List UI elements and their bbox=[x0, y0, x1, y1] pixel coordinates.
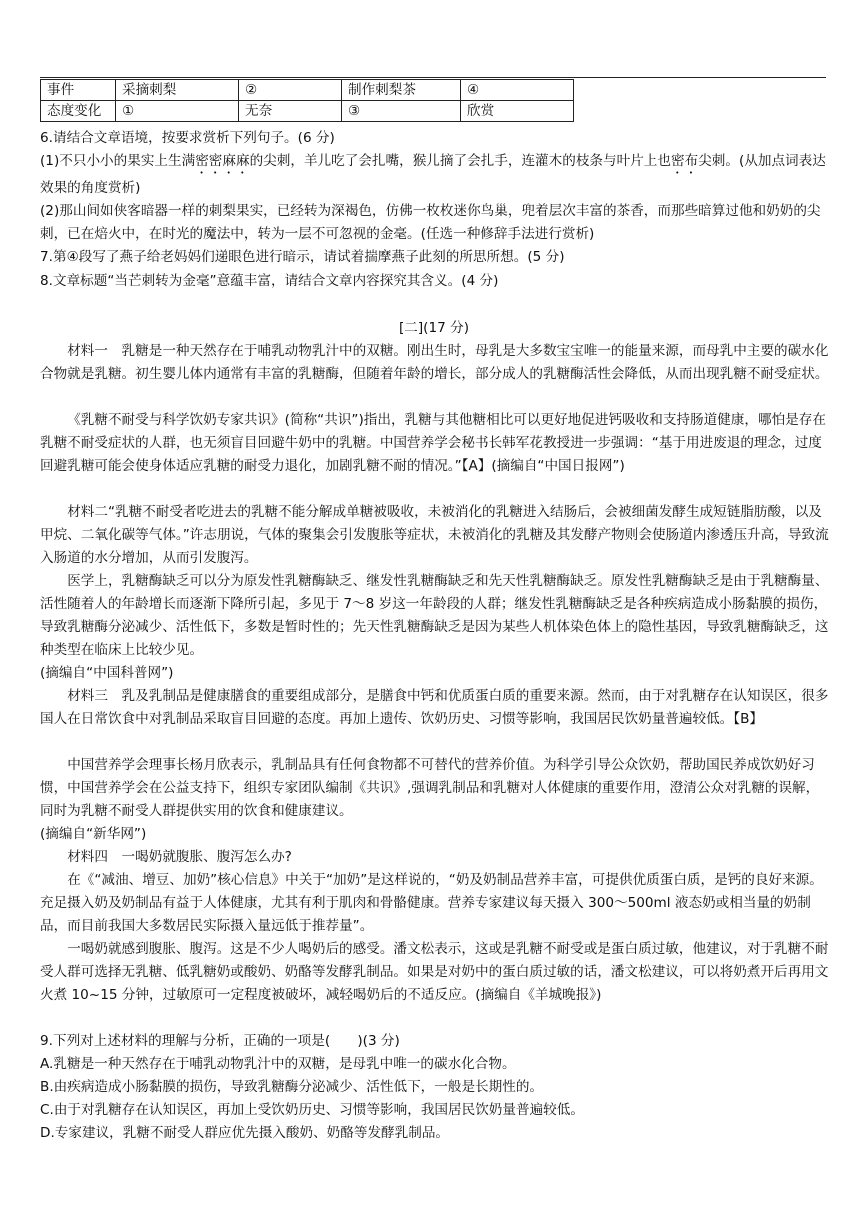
q6-1-text: 尖刺。(从加点词表达效果的角度赏析) bbox=[40, 153, 826, 196]
material-4-title: 材料四 一喝奶就腹胀、腹泻怎么办? bbox=[67, 849, 292, 865]
table-cell: 采摘刺梨 bbox=[116, 80, 239, 101]
question-6: 6.请结合文章语境，按要求赏析下列句子。(6 分) bbox=[40, 130, 335, 146]
attitude-table bbox=[40, 79, 574, 122]
option-b: B.由疾病造成小肠黏膜的损伤，导致乳糖酶分泌减少、活性低下，一般是长期性的。 bbox=[40, 1079, 544, 1095]
material-2-paragraph: 材料二“乳糖不耐受者吃进去的乳糖不能分解成单糖被吸收，未被消化的乳糖进入结肠后，会被细菌发酵生成短链脂肪酸，以及甲烷、二氧化碳等气体。”许志朋说，气体的聚集会引发腹胀等症状，未被消化的乳糖及其发酵产物则会使肠道内渗透压升高，导致流入肠道的水分增加，从而引发腹泻。 bbox=[40, 504, 829, 566]
table-row bbox=[41, 101, 574, 122]
table-cell: ① bbox=[116, 101, 239, 122]
top-rule bbox=[40, 77, 826, 78]
material-1-paragraph: 《乳糖不耐受与科学饮奶专家共识》(简称“共识”)指出，乳糖与其他糖相比可以更好地促进钙吸收和支持肠道健康，哪怕是存在乳糖不耐受症状的人群，也无须盲目回避牛奶中的乳糖。中国营养学会秘书长韩军花教授进一步强调：“基于用进废退的理念，过度回避乳糖可能会使身体适应乳糖的耐受力退化，加剧乳糖不耐的情况。”【A】(摘编自“中国日报网”) bbox=[40, 412, 826, 474]
question-6-part-1 bbox=[40, 150, 830, 200]
material-3-paragraph: 材料三 乳及乳制品是健康膳食的重要组成部分，是膳食中钙和优质蛋白质的重要来源。然而，由于对乳糖存在认知误区，很多国人在日常饮食中对乳制品采取盲目回避的态度。再加上遗传、饮奶历史、习惯等影响，我国居民饮奶量普遍较低。【B】 bbox=[40, 688, 829, 727]
emphasized-word: 密布 bbox=[670, 153, 699, 169]
q6-1-text: 的尖刺，羊儿吃了会扎嘴，猴儿摘了会扎手，连灌木的枝条与叶片上也 bbox=[249, 153, 671, 169]
table-cell: 无奈 bbox=[239, 101, 342, 122]
table-cell: ③ bbox=[342, 101, 461, 122]
table-cell: 态度变化 bbox=[41, 101, 116, 122]
material-2-paragraph: 医学上，乳糖酶缺乏可以分为原发性乳糖酶缺乏、继发性乳糖酶缺乏和先天性乳糖酶缺乏。原发性乳糖酶缺乏是由于乳糖酶量、活性随着人的年龄增长而逐渐下降所引起，多见于 7～8 岁这一年龄段的人群；继发性乳糖酶缺乏是各种疾病造成小肠黏膜的损伤，导致乳糖酶分泌减少、活性低下，多数是暂时性的；先天性乳糖酶缺乏是因为某些人机体染色体上的隐性基因，导致乳糖酶缺乏，这种类型在临床上比较少见。 bbox=[40, 573, 829, 658]
question-6-part-2: (2)那山间如侠客暗器一样的刺梨果实，已经转为深褐色，仿佛一枚枚迷你鸟巢，兜着层次丰富的茶香，而那些暗算过他和奶奶的尖刺，已在焙火中，在时光的魔法中，转为一层不可忽视的金毫。(任选一种修辞手法进行赏析) bbox=[40, 203, 821, 242]
table-cell: 欣赏 bbox=[461, 101, 574, 122]
table-cell: 事件 bbox=[41, 80, 116, 101]
material-4-paragraph: 在《“减油、增豆、加奶”核心信息》中关于“加奶”是这样说的，“奶及奶制品营养丰富，可提供优质蛋白质，是钙的良好来源。充足摄入奶及奶制品有益于人体健康，尤其有利于肌肉和骨骼健康。营养专家建议每天摄入 300～500ml 液态奶或相当量的奶制品，而目前我国大多数居民实际摄入量远低于推荐量”。 bbox=[40, 872, 823, 934]
material-3-paragraph: 中国营养学会理事长杨月欣表示，乳制品具有任何食物都不可替代的营养价值。为科学引导公众饮奶，帮助国民养成饮奶好习惯，中国营养学会在公益支持下，组织专家团队编制《共识》,强调乳制品和乳糖对人体健康的重要作用，澄清公众对乳糖的误解，同时为乳糖不耐受人群提供实用的饮食和健康建议。 bbox=[40, 757, 820, 819]
option-c: C.由于对乳糖存在认知误区，再加上受饮奶历史、习惯等影响，我国居民饮奶量普遍较低。 bbox=[40, 1102, 584, 1118]
section-heading: [二](17 分) bbox=[398, 320, 470, 336]
table-row bbox=[41, 80, 574, 101]
source-note: (摘编自“中国科普网”) bbox=[40, 665, 174, 681]
question-9: 9.下列对上述材料的理解与分析，正确的一项是( )(3 分) bbox=[40, 1033, 400, 1049]
question-7: 7.第④段写了燕子给老妈妈们递眼色进行暗示，请试着揣摩燕子此刻的所思所想。(5 分) bbox=[40, 249, 565, 265]
table-cell: 制作刺梨茶 bbox=[342, 80, 461, 101]
question-8: 8.文章标题“当芒刺转为金毫”意蕴丰富，请结合文章内容探究其含义。(4 分) bbox=[40, 273, 499, 289]
table-cell: ④ bbox=[461, 80, 574, 101]
source-note: (摘编自“新华网”) bbox=[40, 826, 147, 842]
material-4-paragraph: 一喝奶就感到腹胀、腹泻。这是不少人喝奶后的感受。潘文松表示，这或是乳糖不耐受或是蛋白质过敏，他建议，对于乳糖不耐受人群可选择无乳糖、低乳糖奶或酸奶、奶酪等发酵乳制品。如果是对奶中的蛋白质过敏的话，潘文松建议，可以将奶煮开后再用文火煮 10~15 分钟，过敏原可一定程度被破坏，减轻喝奶后的不适反应。(摘编自《羊城晚报》) bbox=[40, 941, 829, 1003]
q6-1-text: (1)不只小小的果实上生满 bbox=[40, 153, 196, 169]
emphasized-word: 密密麻麻 bbox=[195, 153, 250, 169]
material-1-paragraph: 材料一 乳糖是一种天然存在于哺乳动物乳汁中的双糖。刚出生时，母乳是大多数宝宝唯一的能量来源，而母乳中主要的碳水化合物就是乳糖。初生婴儿体内通常有丰富的乳糖酶，但随着年龄的增长，部分成人的乳糖酶活性会降低，从而出现乳糖不耐受症状。 bbox=[40, 343, 829, 382]
table-cell: ② bbox=[239, 80, 342, 101]
option-d: D.专家建议，乳糖不耐受人群应优先摄入酸奶、奶酪等发酵乳制品。 bbox=[40, 1125, 450, 1141]
option-a: A.乳糖是一种天然存在于哺乳动物乳汁中的双糖，是母乳中唯一的碳水化合物。 bbox=[40, 1056, 516, 1072]
